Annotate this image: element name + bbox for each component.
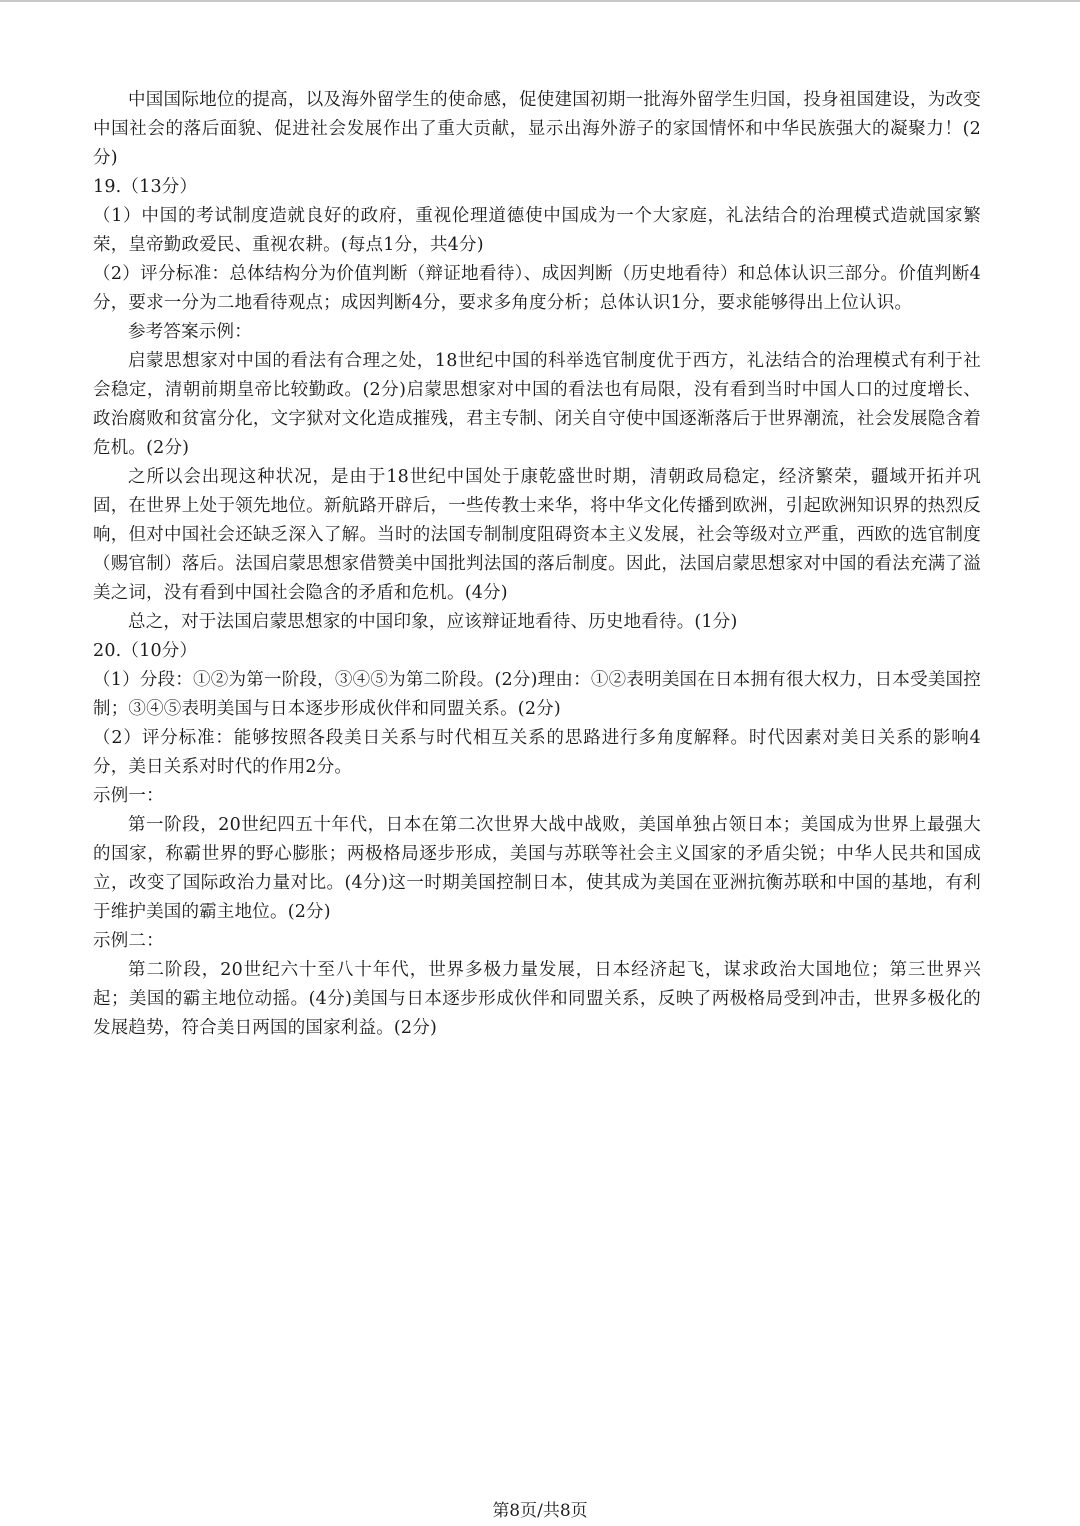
q19-sample-paragraph-2: 之所以会出现这种状况，是由于18世纪中国处于康乾盛世时期，清朝政局稳定，经济繁荣，疆域开拓并巩固，在世界上处于领先地位。新航路开辟后，一些传教士来华，将中华文化传播到欧洲，引起欧洲知识界的热烈反响，但对中国社会还缺乏深入了解。当时的法国专制制度阻碍资本主义发展，社会等级对立严重，西欧的选官制度（赐官制）落后。法国启蒙思想家借赞美中国批判法国的落后制度。因此，法国启蒙思想家对中国的看法充满了溢美之词，没有看到中国社会隐含的矛盾和危机。(4分) — [93, 467, 981, 603]
q20-example-2-label: 示例二： — [93, 931, 164, 951]
question-20-heading: 20.（10分） — [93, 641, 198, 661]
page-number-footer: 第8页/共8页 — [492, 1501, 588, 1521]
question-19-heading: 19.（13分） — [93, 177, 198, 197]
q19-part2-criteria: （2）评分标准：总体结构分为价值判断（辩证地看待）、成因判断（历史地看待）和总体认识三部分。价值判断4分，要求一分为二地看待观点；成因判断4分，要求多角度分析；总体认识1分，要求能够得出上位认识。 — [93, 264, 981, 313]
document-body — [93, 86, 981, 1043]
q19-part1-answer: （1）中国的考试制度造就良好的政府，重视伦理道德使中国成为一个大家庭，礼法结合的治理模式造就国家繁荣，皇帝勤政爱民、重视农耕。(每点1分，共4分) — [93, 206, 981, 255]
q20-part1-answer: （1）分段：①②为第一阶段，③④⑤为第二阶段。(2分)理由：①②表明美国在日本拥有很大权力，日本受美国控制；③④⑤表明美国与日本逐步形成伙伴和同盟关系。(2分) — [93, 670, 981, 719]
q19-sample-paragraph-1: 启蒙思想家对中国的看法有合理之处，18世纪中国的科举选官制度优于西方，礼法结合的治理模式有利于社会稳定，清朝前期皇帝比较勤政。(2分)启蒙思想家对中国的看法也有局限，没有看到当时中国人口的过度增长、政治腐败和贫富分化，文字狱对文化造成摧残，君主专制、闭关自守使中国逐渐落后于世界潮流，社会发展隐含着危机。(2分) — [93, 351, 981, 458]
q19-sample-conclusion: 总之，对于法国启蒙思想家的中国印象，应该辩证地看待、历史地看待。(1分) — [128, 612, 738, 632]
q19-sample-label: 参考答案示例： — [128, 322, 252, 342]
q20-part2-criteria: （2）评分标准：能够按照各段美日关系与时代相互关系的思路进行多角度解释。时代因素对美日关系的影响4分，美日关系对时代的作用2分。 — [93, 728, 981, 777]
top-border-line — [0, 0, 1080, 2]
q20-example-1-text: 第一阶段，20世纪四五十年代，日本在第二次世界大战中战败，美国单独占领日本；美国成为世界上最强大的国家，称霸世界的野心膨胀；两极格局逐步形成，美国与苏联等社会主义国家的矛盾尖锐；中华人民共和国成立，改变了国际政治力量对比。(4分)这一时期美国控制日本，使其成为美国在亚洲抗衡苏联和中国的基地，有利于维护美国的霸主地位。(2分) — [93, 815, 981, 922]
paragraph-overseas-students: 中国国际地位的提高，以及海外留学生的使命感，促使建国初期一批海外留学生归国，投身祖国建设，为改变中国社会的落后面貌、促进社会发展作出了重大贡献，显示出海外游子的家国情怀和中华民族强大的凝聚力！(2分) — [93, 90, 981, 168]
q20-example-2-text: 第二阶段，20世纪六十至八十年代，世界多极力量发展，日本经济起飞，谋求政治大国地位；第三世界兴起；美国的霸主地位动摇。(4分)美国与日本逐步形成伙伴和同盟关系，反映了两极格局受到冲击，世界多极化的发展趋势，符合美日两国的国家利益。(2分) — [93, 960, 981, 1038]
q20-example-1-label: 示例一： — [93, 786, 164, 806]
